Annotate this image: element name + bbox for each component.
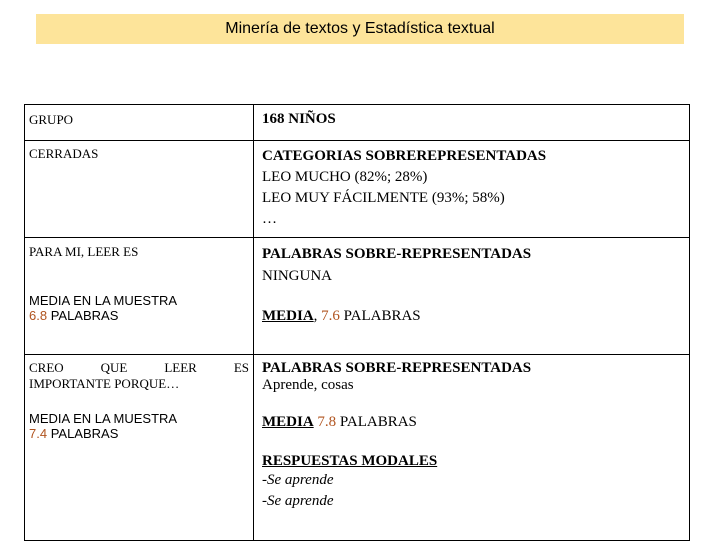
media-muestra-number: 6.8 (29, 308, 48, 323)
media-muestra-unit: PALABRAS (47, 308, 119, 323)
table-row-cerradas (25, 141, 690, 238)
spacer (29, 260, 251, 293)
media-label: MEDIA (262, 414, 314, 430)
grupo-value: 168 NIÑOS (262, 111, 336, 127)
creo-que-label-line1: CREO QUE LEER ES (29, 360, 249, 375)
media-sep: , (313, 308, 322, 324)
slide-title (36, 14, 684, 44)
palabras-item: NINGUNA (262, 268, 332, 284)
palabras-header: PALABRAS SOBRE-REPRESENTADAS (262, 360, 532, 376)
table-row-grupo (25, 105, 690, 141)
cerradas-label: CERRADAS (29, 146, 99, 161)
spacer (262, 431, 687, 453)
cell-cerradas-label (25, 141, 254, 238)
results-table (24, 104, 690, 541)
media-number: 7.6 (321, 308, 340, 324)
creo-que-label-line2: IMPORTANTE PORQUE… (29, 376, 180, 391)
media-unit: PALABRAS (339, 308, 421, 324)
spacer (29, 392, 251, 411)
categoria-item: … (262, 211, 277, 227)
modal-item: -Se aprende (262, 493, 334, 509)
palabras-header: PALABRAS SOBRE-REPRESENTADAS (262, 246, 532, 262)
categorias-header: CATEGORIAS SOBREREPRESENTADAS (262, 148, 547, 164)
cell-para-mi-label (25, 238, 254, 355)
para-mi-label: PARA MI, LEER ES (29, 244, 139, 259)
spacer (262, 287, 687, 305)
cell-creo-que-content (254, 355, 690, 541)
media-muestra-label: MEDIA EN LA MUESTRA (29, 411, 178, 426)
media-line (262, 414, 687, 431)
cell-para-mi-content (254, 238, 690, 355)
media-muestra-value (29, 308, 251, 323)
table-row-creo-que (25, 355, 690, 541)
cell-creo-que-label (25, 355, 254, 541)
media-muestra-value (29, 426, 251, 441)
slide-title-text: Minería de textos y Estadística textual (225, 20, 495, 37)
cell-grupo-label (25, 105, 254, 141)
media-line (262, 305, 687, 327)
categoria-item: LEO MUY FÁCILMENTE (93%; 58%) (262, 190, 505, 206)
modal-item: -Se aprende (262, 472, 334, 488)
cell-grupo-value (254, 105, 690, 141)
table-row-para-mi (25, 238, 690, 355)
spacer (262, 394, 687, 414)
media-muestra-unit: PALABRAS (47, 426, 119, 441)
grupo-label: GRUPO (29, 112, 74, 127)
media-muestra-label: MEDIA EN LA MUESTRA (29, 293, 178, 308)
media-unit: PALABRAS (336, 414, 417, 430)
modales-header: RESPUESTAS MODALES (262, 453, 438, 469)
media-number: 7.8 (313, 414, 337, 430)
cell-cerradas-content (254, 141, 690, 238)
palabras-item: Aprende, cosas (262, 377, 354, 393)
categoria-item: LEO MUCHO (82%; 28%) (262, 169, 428, 185)
media-label: MEDIA (262, 308, 314, 324)
media-muestra-number: 7.4 (29, 426, 48, 441)
